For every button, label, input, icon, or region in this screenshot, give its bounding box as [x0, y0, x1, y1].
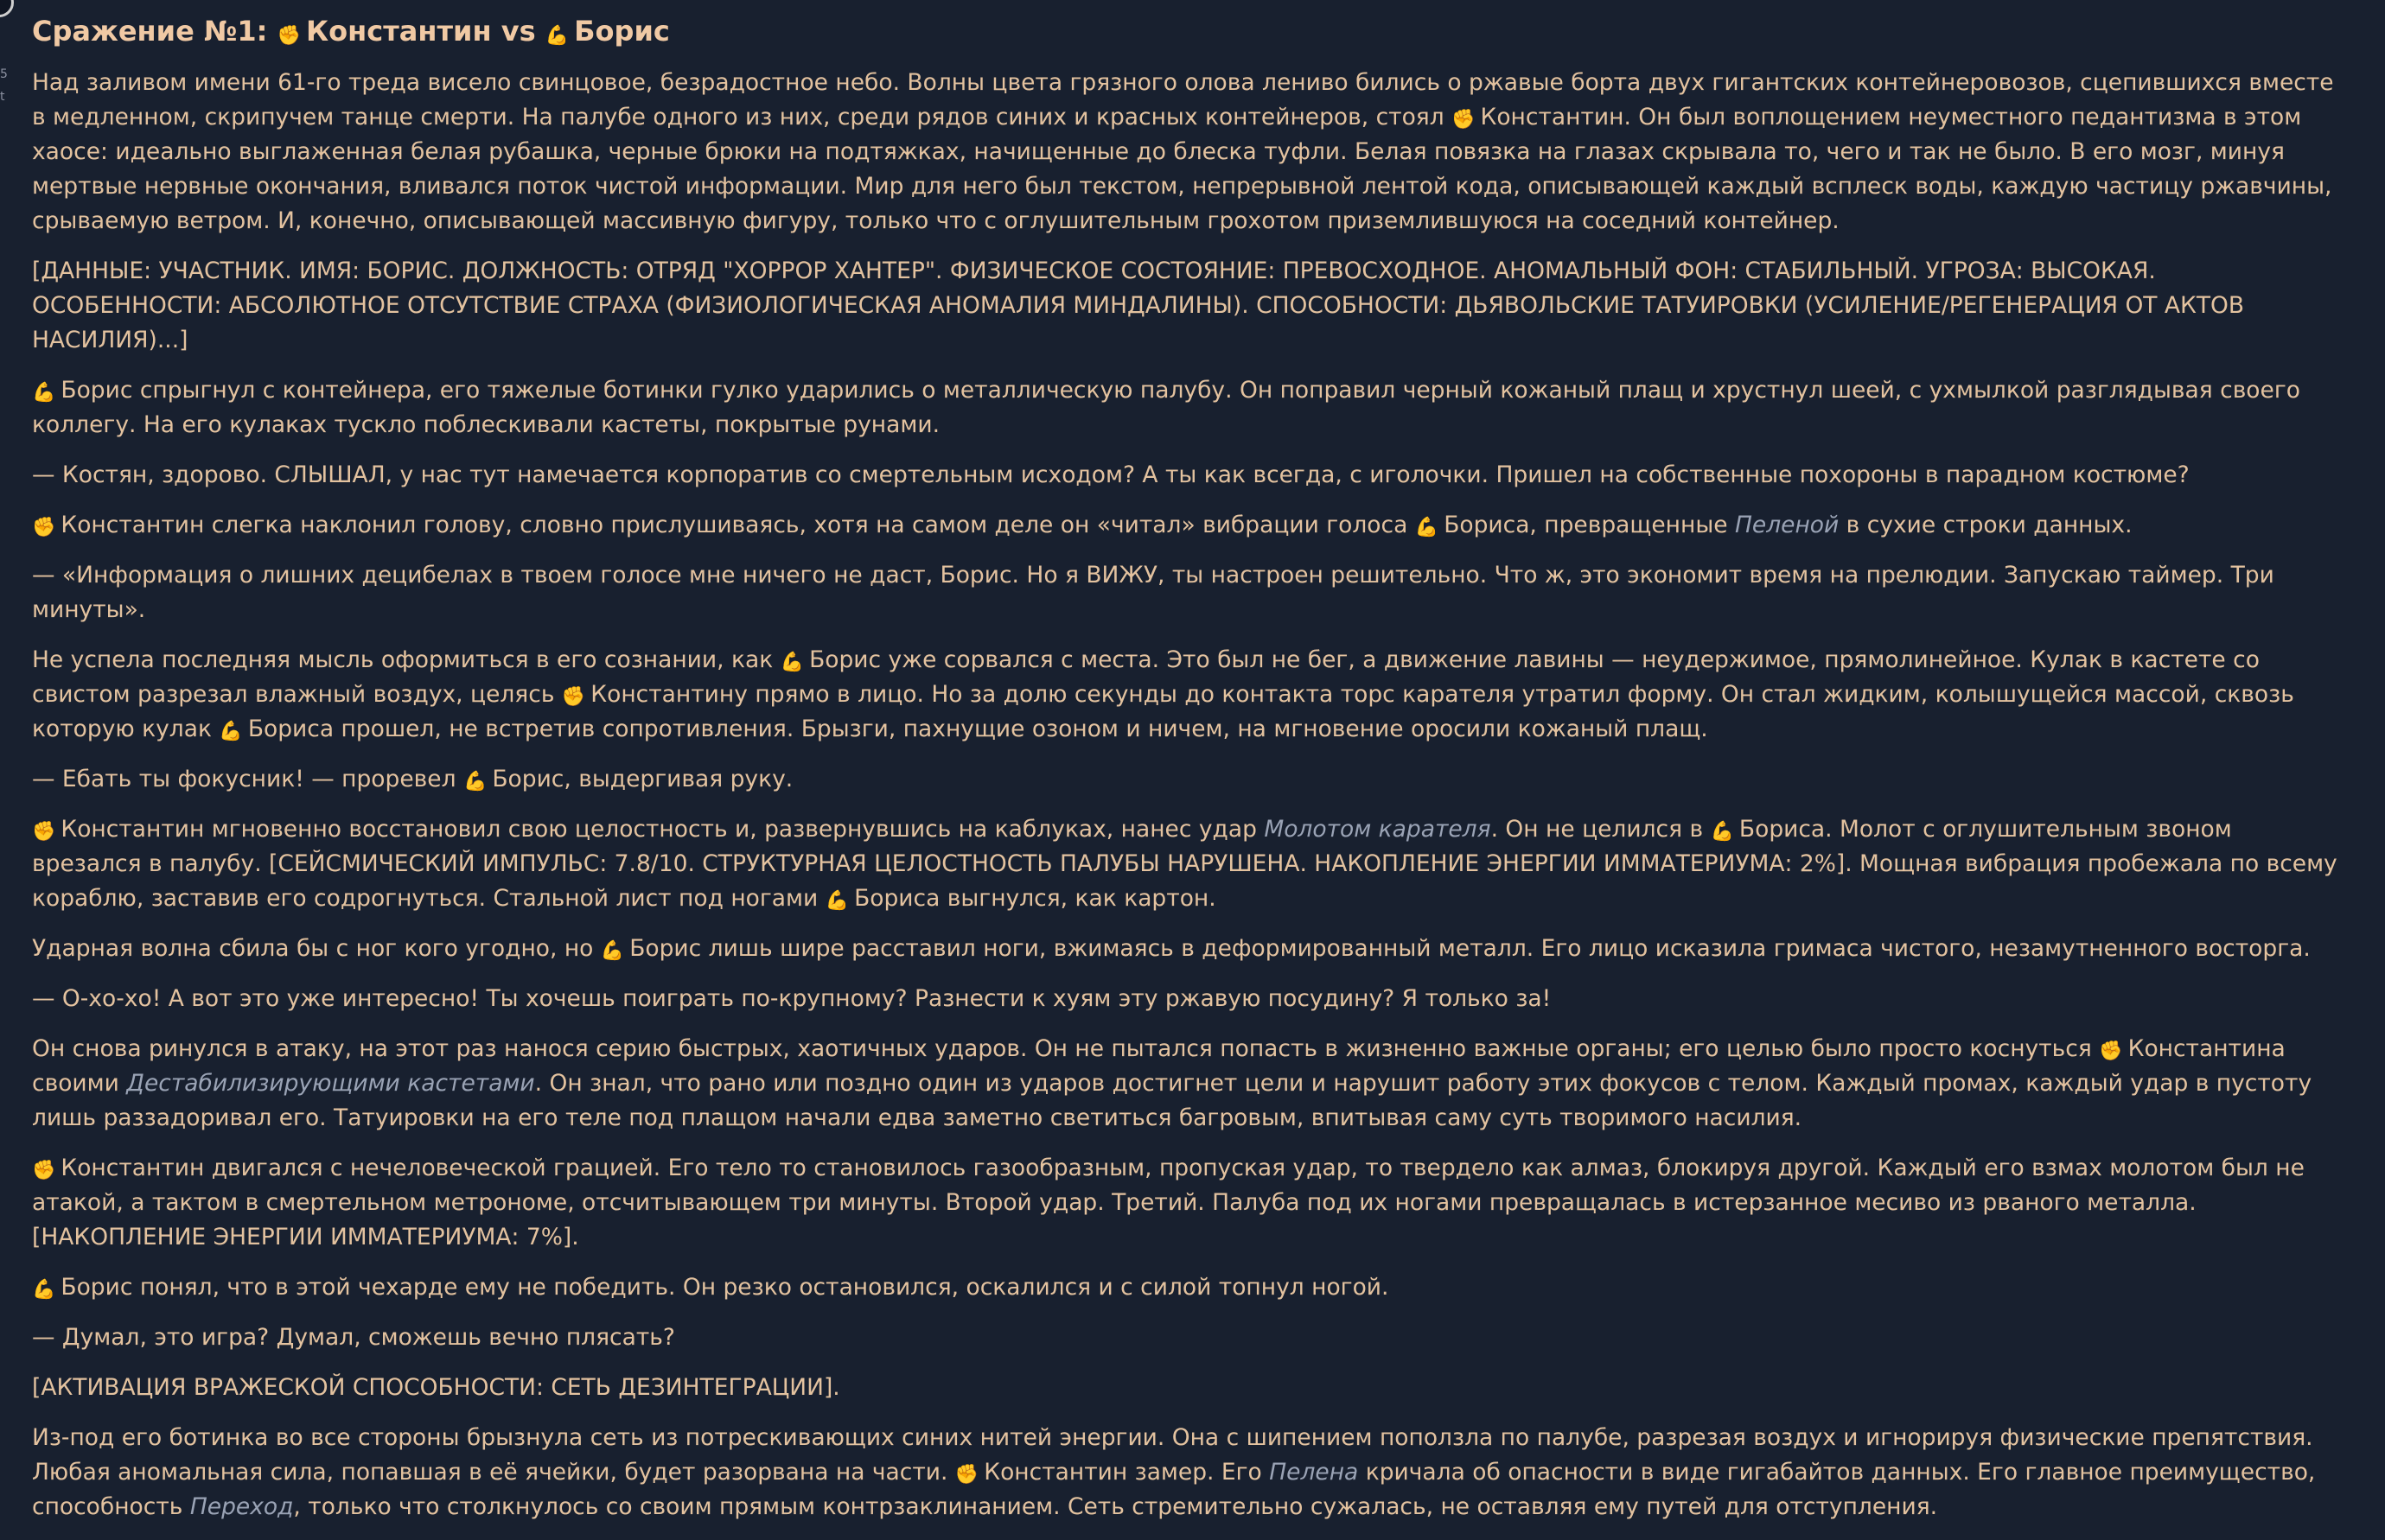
system-data-block: [ДАННЫЕ: УЧАСТНИК. ИМЯ: БОРИС. ДОЛЖНОСТЬ: ОТРЯД "ХОРРОР ХАНТЕР". ФИЗИЧЕСКОЕ СОСТОЯНИЕ: ПРЕВОСХОДНОЕ. АНОМАЛЬНЫЙ ФОН: СТАБИЛЬНЫЙ. УГРОЗА: ВЫСОКАЯ. ОСОБЕННОСТИ: АБСОЛЮТНОЕ ОТСУТСТВИЕ СТРАХА (ФИЗИОЛОГИЧЕСКАЯ АНОМАЛИЯ МИНДАЛИНЫ). СПОСОБНОСТИ: ДЬЯВОЛЬСКИЕ ТАТУИРОВКИ (УСИЛЕНИЕ/РЕГЕНЕРАЦИЯ ОТ АКТОВ НАСИЛИЯ)...] — [32, 258, 2245, 353]
ability-name: Пелена — [1269, 1459, 1359, 1486]
flexed-biceps-icon: 💪 — [462, 771, 488, 792]
story-paragraph — [32, 1151, 2340, 1255]
flexed-biceps-icon: 💪 — [32, 382, 56, 404]
fighter-name: Борис — [574, 15, 670, 48]
story-paragraph — [32, 643, 2340, 747]
text-segment: Борис спрыгнул с контейнера, его тяжелые ботинки гулко ударились о металлическую палубу. Он поправил черный кожаный плащ и хрустнул шеей, с ухмылкой разглядывая своего коллегу. На его кулаках тускло поблескивали кастеты, покрытые рунами. — [32, 377, 2300, 438]
flexed-biceps-icon: 💪 — [1710, 821, 1734, 843]
text-segment: . Он не целился в — [1490, 816, 1704, 843]
ability-name: Пеленой — [1735, 512, 1840, 538]
text-segment: Борис, выдергивая руку. — [492, 766, 794, 792]
text-segment: Бориса, превращенные — [1444, 512, 1728, 538]
flexed-biceps-icon: 💪 — [219, 721, 243, 742]
oncoming-fist-icon: ✊ — [32, 517, 56, 538]
story-paragraph — [32, 1270, 2340, 1305]
text-segment: в сухие строки данных. — [1846, 512, 2133, 538]
story-paragraph — [32, 373, 2340, 442]
fighter-name: Константин — [306, 15, 492, 48]
rail-marker: 5 — [0, 67, 8, 81]
text-segment: Константин мгновенно восстановил свою целостность и, развернувшись на каблуках, нанес удар — [61, 816, 1257, 843]
oncoming-fist-icon: ✊ — [561, 686, 586, 708]
text-segment: Константину прямо в лицо. Но за долю секунды до контакта торс карателя утратил форму. Он стал жидким, колышущейся массой, сквозь которую кулак — [32, 681, 2294, 742]
text-segment: , только что столкнулось со своим прямым контрзаклинанием. Сеть стремительно сужалась, не оставляя ему путей для отступления. — [293, 1493, 1938, 1520]
dialogue-line: — Думал, это игра? Думал, сможешь вечно плясать? — [32, 1324, 675, 1351]
story-paragraph — [32, 1421, 2340, 1524]
text-segment: Не успела последняя мысль оформиться в его сознании, как — [32, 646, 774, 673]
battle-title — [32, 12, 2340, 50]
system-data-block: [АКТИВАЦИЯ ВРАЖЕСКОЙ СПОСОБНОСТИ: СЕТЬ ДЕЗИНТЕГРАЦИИ]. — [32, 1374, 840, 1401]
flexed-biceps-icon: 💪 — [32, 1279, 56, 1301]
text-segment: Из-под его ботинка во все стороны брызнула сеть из потрескивающих синих нитей энергии. Она с шипением поползла по палубе, разрезая воздух и игнорируя физические препятствия. Любая аномальная сила, попавшая в её ячейки, будет разорвана на части. — [32, 1424, 2313, 1486]
text-segment: Константин замер. Его — [984, 1459, 1262, 1486]
text-segment: Он снова ринулся в атаку, на этот раз нанося серию быстрых, хаотичных ударов. Он не пытался попасть в жизненно важные органы; его целью было просто коснуться — [32, 1035, 2092, 1062]
dialogue-line: — Костян, здорово. СЛЫШАЛ, у нас тут намечается корпоратив со смертельным исходом? А ты как всегда, с иголочки. Пришел на собственные похороны в парадном костюме? — [32, 461, 2190, 488]
flexed-biceps-icon: 💪 — [825, 890, 850, 912]
ability-name: Молотом карателя — [1264, 816, 1491, 843]
text-segment: Константин двигался с нечеловеческой грацией. Его тело то становилось газообразным, пропуская удар, то твердело как алмаз, блокируя другой. Каждый его взмах молотом был не атакой, а тактом в смертельном метрономе, отсчитывающем три минуты. Второй удар. Третий. Палуба под их ногами превращалась в истерзанное месиво из рваного металла. [НАКОПЛЕНИЕ ЭНЕРГИИ ИММАТЕРИУМА: 7%]. — [32, 1155, 2305, 1250]
flexed-biceps-icon: 💪 — [1414, 517, 1439, 538]
text-segment: Борис понял, что в этой чехарде ему не победить. Он резко остановился, оскалился и с силой топнул ногой. — [61, 1274, 1389, 1301]
story-paragraph — [32, 932, 2340, 966]
oncoming-fist-icon: ✊ — [1451, 109, 1476, 130]
text-segment: Бориса выгнулся, как картон. — [854, 885, 1216, 912]
text-segment: Бориса. Молот с оглушительным звоном врезался в палубу. [СЕЙСМИЧЕСКИЙ ИМПУЛЬС: 7.8/10. СТРУКТУРНАЯ ЦЕЛОСТНОСТЬ ПАЛУБЫ НАРУШЕНА. НАКОПЛЕНИЕ ЭНЕРГИИ ИММАТЕРИУМА: 2%]. Мощная вибрация пробежала по всему кораблю, заставив его содрогнуться. Стальной лист под ногами — [32, 816, 2337, 912]
story-paragraph — [32, 1032, 2340, 1136]
oncoming-fist-icon: ✊ — [2099, 1040, 2123, 1062]
rail-marker: t — [0, 90, 5, 104]
oncoming-fist-icon: ✊ — [32, 821, 56, 843]
flexed-biceps-icon: 💪 — [545, 25, 570, 47]
oncoming-fist-icon: ✊ — [954, 1464, 979, 1486]
text-segment: Над заливом имени 61-го треда висело свинцовое, безрадостное небо. Волны цвета грязного олова лениво бились о ржавые борта двух гигантских контейнеровозов, сцепившихся вместе в медленном, скрипучем танце смерти. На палубе одного из них, среди рядов синих и красных контейнеров, стоял — [32, 69, 2334, 130]
dialogue-line: — «Информация о лишних децибелах в твоем голосе мне ничего не даст, Борис. Но я ВИЖУ, ты настроен решительно. Что ж, это экономит время на прелюдии. Запускаю таймер. Три минуты». — [32, 562, 2274, 623]
story-paragraph — [32, 66, 2340, 239]
text-segment: Ударная волна сбила бы с ног кого угодно, но — [32, 935, 594, 962]
story-paragraph — [32, 812, 2340, 916]
text-segment: кричала об опасности в виде гигабайтов данных. Его главное преимущество, способность — [32, 1459, 2316, 1520]
flexed-biceps-icon: 💪 — [780, 652, 805, 673]
ability-name: Дестабилизирующими кастетами — [126, 1070, 535, 1097]
oncoming-fist-icon: ✊ — [277, 25, 302, 47]
left-rail — [0, 0, 12, 1464]
dialogue-line: — О-хо-хо! А вот это уже интересно! Ты хочешь поиграть по-крупному? Разнести к хуям эту ржавую посудину? Я только за! — [32, 985, 1552, 1012]
ability-name: Переход — [189, 1493, 294, 1520]
text-segment: Константина своими — [32, 1035, 2286, 1097]
text-segment: Константин. Он был воплощением неуместного педантизма в этом хаосе: идеально выглаженная белая рубашка, черные брюки на подтяжках, начищенные до блеска туфли. Белая повязка на глазах скрывала то, чего и так не было. В его мозг, минуя мертвые нервные окончания, вливался поток чистой информации. Мир для него был текстом, непрерывной лентой кода, описывающей каждый всплеск воды, каждую частицу ржавчины, срываемую ветром. И, конечно, описывающей массивную фигуру, только что с оглушительным грохотом приземлившуюся на соседний контейнер. — [32, 104, 2332, 234]
versus-label: vs — [501, 15, 536, 48]
text-segment: Бориса прошел, не встретив сопротивления. Брызги, пахнущие озоном и ничем, на мгновение оросили кожаный плащ. — [247, 716, 1708, 742]
text-segment: . Он знал, что рано или поздно один из ударов достигнет цели и нарушит работу этих фокусов с телом. Каждый промах, каждый удар в пустоту лишь раззадоривал его. Татуировки на его теле под плащом начали едва заметно светиться багровым, впитывая саму суть творимого насилия. — [32, 1070, 2312, 1131]
text-segment: Константин слегка наклонил голову, словно прислушиваясь, хотя на самом деле он «читал» вибрации голоса — [61, 512, 1408, 538]
text-segment: Борис уже сорвался с места. Это был не бег, а движение лавины — неудержимое, прямолинейное. Кулак в кастете со свистом разрезал влажный воздух, целясь — [32, 646, 2260, 708]
dialogue-line — [32, 762, 2340, 797]
chat-message — [32, 12, 2340, 1540]
text-segment: Борис лишь шире расставил ноги, вжимаясь в деформированный металл. Его лицо исказила гримаса чистого, незамутненного восторга. — [629, 935, 2311, 962]
oncoming-fist-icon: ✊ — [32, 1160, 56, 1181]
story-paragraph — [32, 508, 2340, 543]
avatar[interactable] — [0, 0, 14, 17]
flexed-biceps-icon: 💪 — [600, 940, 625, 962]
title-prefix: Сражение №1: — [32, 15, 268, 48]
text-segment: — Ебать ты фокусник! — проревел — [32, 766, 456, 792]
